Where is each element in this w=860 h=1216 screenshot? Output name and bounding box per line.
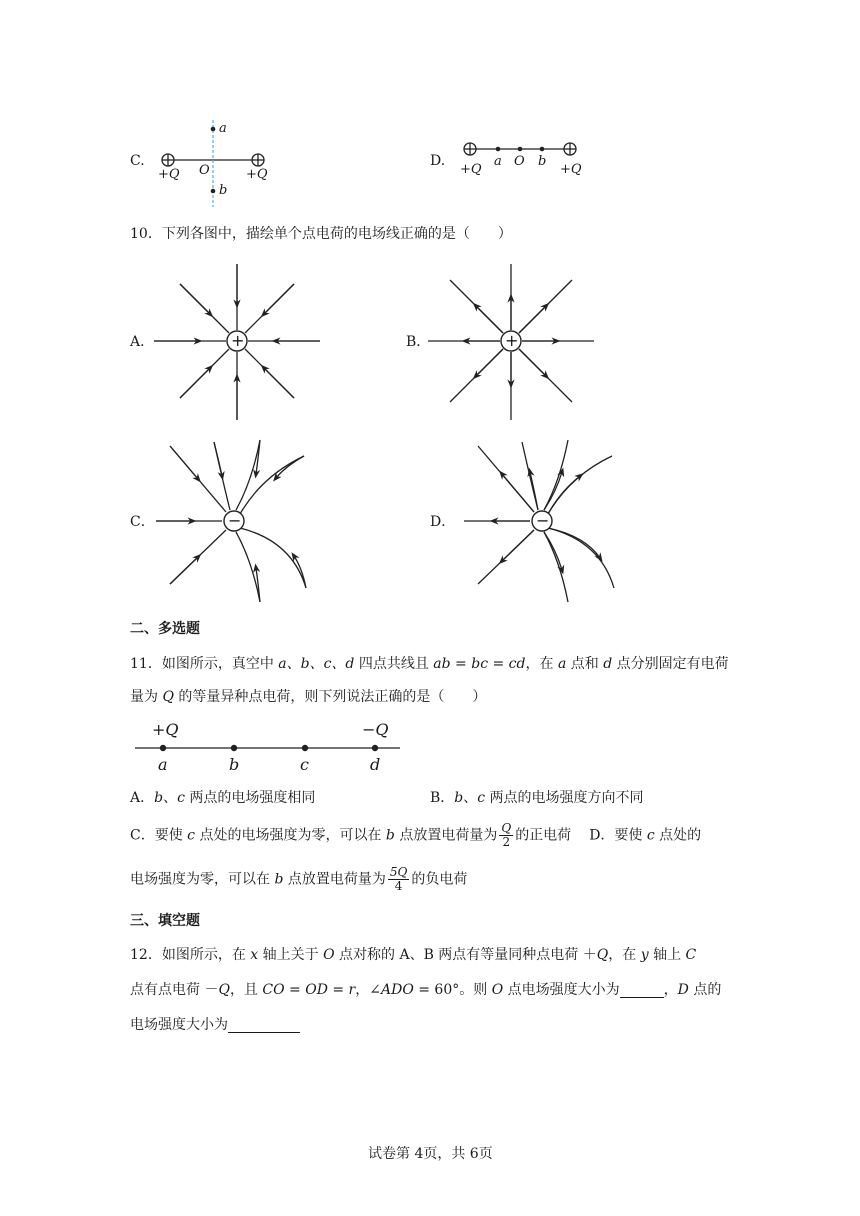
q11-stem-line2: 量为 Q 的等量异种点电荷，则下列说法正确的是（ ）: [130, 689, 487, 705]
q11-diagram: [130, 738, 410, 758]
q10-option-d-label: D．: [430, 514, 456, 530]
q10-d-minus-sign: −: [536, 511, 550, 530]
section-fill-blank-heading: 三、填空题: [130, 913, 200, 929]
q12-line2: 点有点电荷 －Q，且 CO = OD = r，∠ADO = 60°。则 O 点电场强度大小为 ，D 点的: [130, 982, 722, 998]
q9-d-right-charge: +Q: [560, 162, 582, 177]
q11-fig-point-d: d: [370, 755, 381, 774]
q11-fig-point-b: b: [229, 755, 240, 774]
q11-fig-point-c: c: [300, 755, 309, 774]
q11-d-fraction: $\frac{5Q}{4}$: [389, 865, 408, 894]
q9-d-point-o: O: [514, 154, 525, 169]
q12-blank-1[interactable]: [620, 983, 664, 998]
page-footer: 试卷第 4页，共 6页: [368, 1146, 493, 1162]
q11-c-fraction: $\frac{Q}{2}$: [501, 821, 512, 850]
q9-option-d-label: D.: [430, 153, 446, 169]
q10-stem: 10．下列各图中，描绘单个点电荷的电场线正确的是（ ）: [130, 226, 512, 242]
q9-d-point-b: b: [538, 154, 547, 169]
q9-d-point-a: a: [494, 154, 502, 169]
q9-option-c-label: C.: [130, 153, 145, 169]
q11-option-c: C．要使 c 点处的电场强度为零，可以在 b 点放置电荷量为 $\frac{Q}{2}$ 的正电荷 D．要使 c 点处的: [130, 821, 702, 850]
q11-option-d-cont: 电场强度为零，可以在 b 点放置电荷量为 $\frac{5Q}{4}$ 的负电荷: [130, 865, 468, 894]
q11-fig-point-a: a: [158, 755, 168, 774]
q9-d-left-charge: +Q: [460, 162, 482, 177]
q9-c-left-charge: +Q: [158, 167, 180, 182]
q11-option-b: B．b、c 两点的电场强度方向不同: [430, 790, 644, 806]
q11-fig-positive-charge: +Q: [152, 720, 179, 739]
q12-line1: 12．如图所示，在 x 轴上关于 O 点对称的 A、B 两点有等量同种点电荷 ＋Q，在 y 轴上 C: [130, 947, 697, 963]
q10-option-a-label: A．: [130, 334, 155, 350]
q12-blank-2[interactable]: [228, 1018, 300, 1033]
q11-fig-negative-charge: −Q: [362, 720, 389, 739]
q9-c-point-o: O: [199, 163, 210, 178]
q9-c-point-b: b: [219, 183, 228, 198]
section-multi-choice-heading: 二、多选题: [130, 621, 200, 637]
q11-stem-line1: 11．如图所示，真空中 a、b、c、d 四点共线且 ab = bc = cd，在 a 点和 d 点分别固定有电荷: [130, 656, 729, 672]
q10-b-plus-sign: +: [505, 331, 519, 350]
q12-line3: 电场强度大小为: [130, 1018, 300, 1033]
q10-option-b-label: B．: [406, 334, 431, 350]
q10-a-plus-sign: +: [231, 331, 245, 350]
q9-c-point-a: a: [219, 121, 227, 136]
q10-option-c-label: C．: [130, 514, 155, 530]
q11-option-a: A．b、c 两点的电场强度相同: [130, 790, 316, 806]
q9-c-right-charge: +Q: [246, 167, 268, 182]
q10-c-minus-sign: −: [228, 511, 242, 530]
